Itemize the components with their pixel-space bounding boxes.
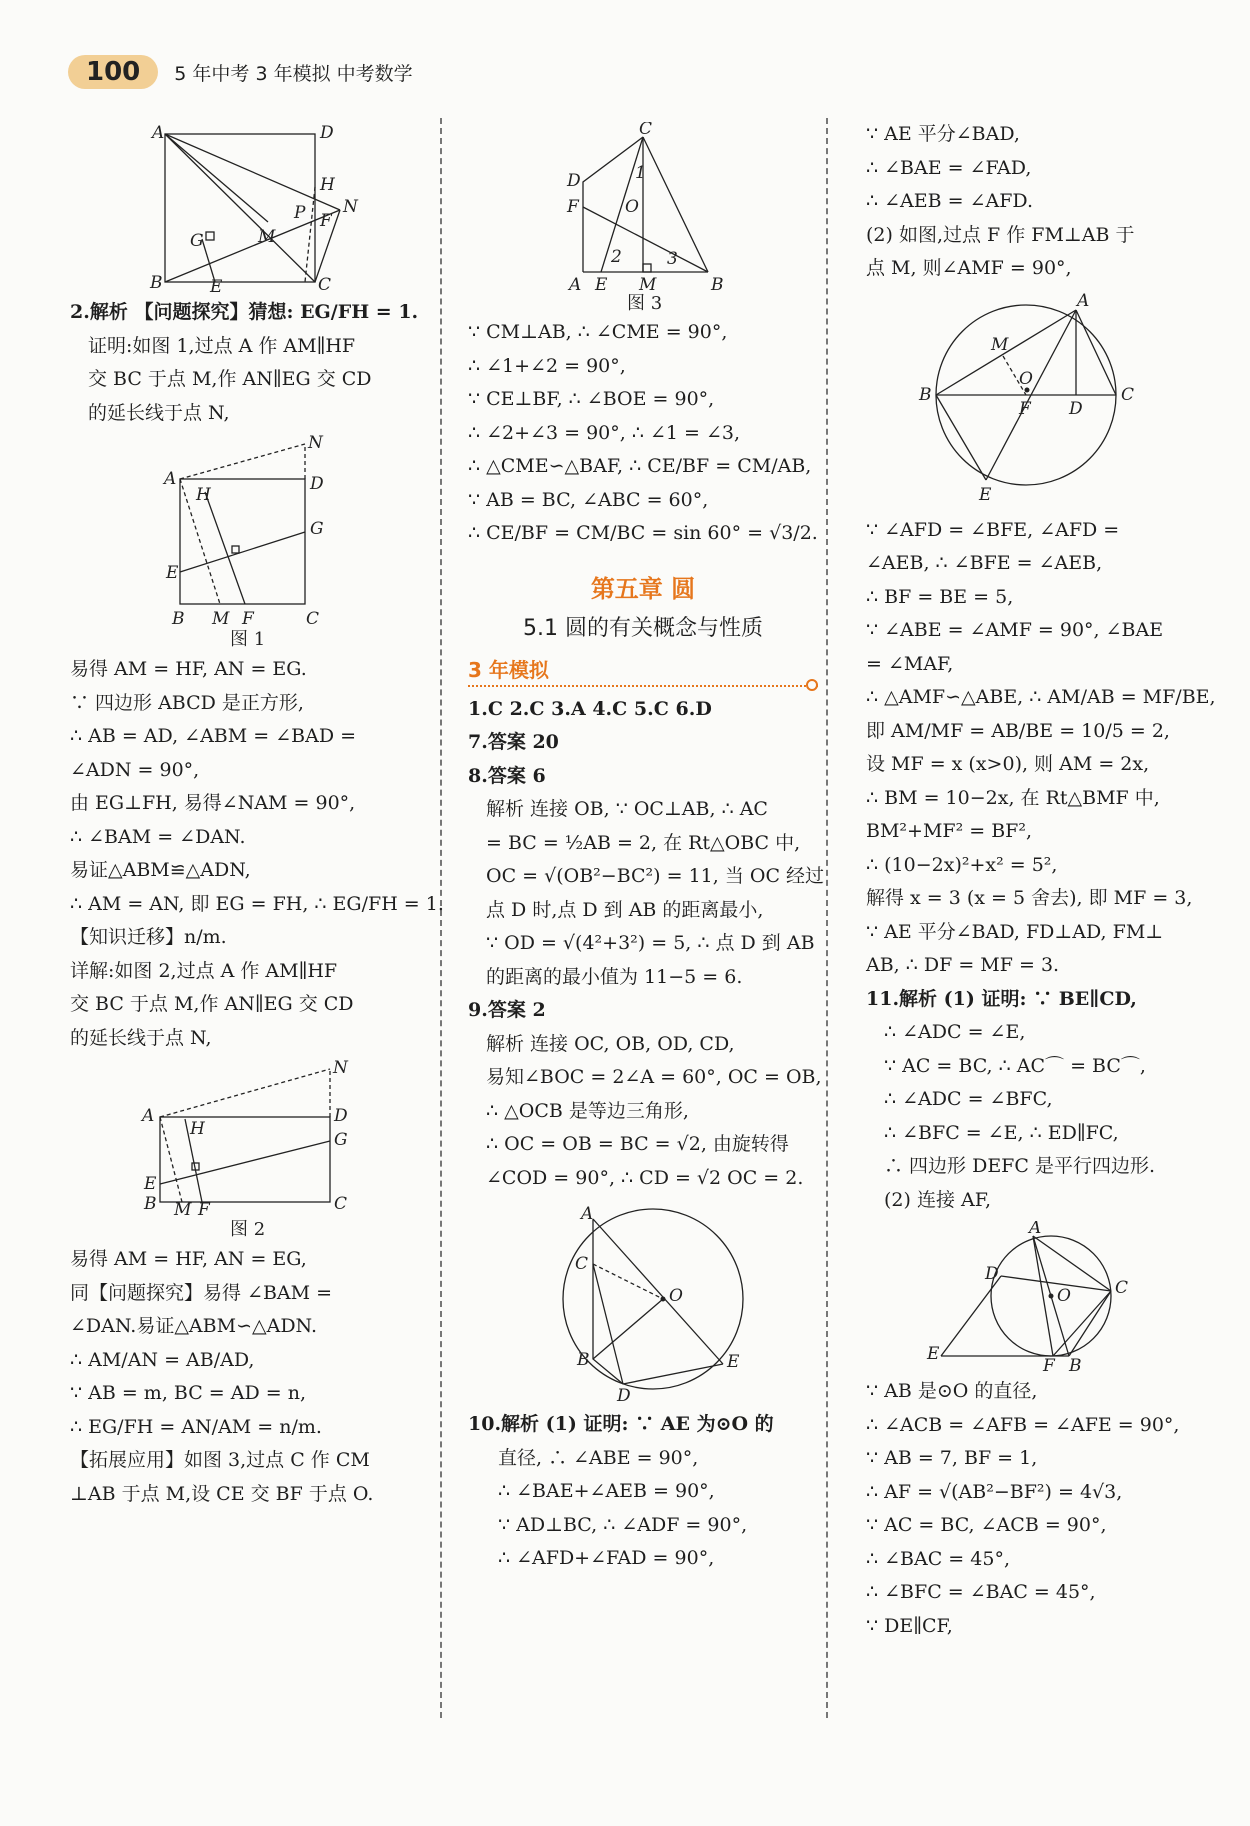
text-line: 11.解析 (1) 证明: ∵ BE∥CD, — [866, 987, 1137, 1010]
text-line: 易证△ABM≌△ADN, — [70, 859, 251, 881]
fig-label: M — [639, 275, 657, 295]
text-line: ∴ ∠BAE = ∠FAD, — [866, 156, 1032, 179]
text-line: ∵ OD = √(4²+3²) = 5, ∴ 点 D 到 AB — [486, 932, 815, 954]
column-divider — [826, 118, 828, 1718]
fig-label: H — [320, 175, 335, 195]
fig-label: F — [242, 609, 254, 629]
text-line: 即 AM/MF = AB/BE = 10/5 = 2, — [866, 719, 1170, 742]
text-line: ∴ BF = BE = 5, — [866, 585, 1014, 608]
text-line: ∴ 四边形 DEFC 是平行四边形. — [884, 1155, 1155, 1177]
text-line: ∵ AC = BC, ∠ACB = 90°, — [866, 1514, 1107, 1536]
text-line: 直径, ∴ ∠ABE = 90°, — [498, 1446, 699, 1469]
figure-1 — [150, 434, 350, 649]
figure-caption: 图 3 — [627, 293, 663, 312]
fig-label: D — [310, 474, 324, 494]
page-number: 100 — [68, 55, 158, 89]
fig-label: F — [567, 197, 579, 217]
text-line: ∴ ∠ADC = ∠E, — [884, 1021, 1026, 1043]
text-line: AB, ∴ DF = MF = 3. — [866, 954, 1060, 976]
fig-label: N — [343, 197, 358, 217]
text-line: 解析 连接 OB, ∵ OC⊥AB, ∴ AC — [486, 798, 768, 820]
text-line: 证明:如图 1,过点 A 作 AM∥HF — [88, 334, 356, 357]
fig-label: A — [1029, 1221, 1042, 1238]
column-divider — [440, 118, 442, 1718]
fig-label: E — [979, 484, 992, 505]
text-line: 易得 AM = HF, AN = EG, — [70, 1248, 307, 1270]
text-line: 的延长线于点 N, — [88, 401, 230, 424]
fig-label: E — [927, 1344, 940, 1364]
text-line: ∵ AB = BC, ∠ABC = 60°, — [468, 488, 709, 511]
fig-label: A — [1077, 290, 1090, 311]
text-line: ∠COD = 90°, ∴ CD = √2 OC = 2. — [486, 1166, 804, 1189]
chapter-title: 第五章 圆 — [590, 574, 696, 603]
fig-label: B — [1069, 1356, 1082, 1371]
text-line: (2) 连接 AF, — [884, 1188, 991, 1211]
text-line: (2) 如图,过点 F 作 FM⊥AB 于 — [866, 223, 1135, 246]
fig-label: M — [258, 227, 276, 247]
text-line: ∠DAN.易证△ABM∽△ADN. — [70, 1315, 318, 1337]
text-line: ∴ ∠AEB = ∠AFD. — [866, 190, 1034, 212]
fig-label: O — [1019, 368, 1033, 389]
fig-label: N — [333, 1059, 348, 1078]
text-line: ∴ △OCB 是等边三角形, — [486, 1099, 689, 1122]
figure-2 — [130, 1059, 370, 1239]
fig-label: M — [991, 334, 1009, 355]
text-line: ∴ ∠2+∠3 = 90°, ∴ ∠1 = ∠3, — [468, 421, 741, 444]
fig-label: B — [144, 1194, 157, 1214]
fig-label: E — [210, 277, 223, 292]
fig-label: E — [166, 563, 179, 583]
text-line: 【知识迁移】n/m. — [70, 926, 227, 948]
fig-label: O — [669, 1286, 683, 1306]
text-line: ∵ AC = BC, ∴ AC⌒ = BC⌒, — [884, 1054, 1146, 1077]
mock-heading: 3 年模拟 — [468, 655, 818, 687]
fig-label: E — [727, 1352, 740, 1372]
fig-label: D — [334, 1106, 348, 1126]
text-line: = BC = ½AB = 2, 在 Rt△OBC 中, — [486, 831, 801, 854]
text-line: ∴ ∠BAE+∠AEB = 90°, — [498, 1480, 715, 1502]
fig-label: D — [617, 1386, 631, 1404]
text-line: BM²+MF² = BF², — [866, 820, 1033, 842]
figure-3 — [543, 122, 743, 312]
fig-label: C — [1121, 384, 1135, 405]
fig-label: G — [310, 519, 324, 539]
text-line: ∴ EG/FH = AN/AM = n/m. — [70, 1415, 322, 1438]
fig-label: P — [294, 203, 306, 223]
fig-label: B — [150, 273, 163, 292]
fig-label: F — [1043, 1356, 1055, 1371]
choice-answers: 1.C 2.C 3.A 4.C 5.C 6.D — [468, 697, 712, 720]
fig-label: C — [306, 609, 320, 629]
fig-label: G — [190, 231, 204, 251]
fig-label: D — [1069, 398, 1083, 419]
fig-label: C — [318, 275, 332, 292]
figure-circle-q11 — [921, 1221, 1141, 1371]
text-line: ∵ AB 是⊙O 的直径, — [866, 1380, 1038, 1402]
fig-label: O — [1057, 1286, 1071, 1306]
text-line: ∵ DE∥CF, — [866, 1614, 953, 1637]
figure-caption: 图 2 — [230, 1219, 266, 1239]
fig-label: B — [711, 275, 724, 295]
text-line: ∴ △CME∽△BAF, ∴ CE/BF = CM/AB, — [468, 455, 812, 477]
text-line: ∠ADN = 90°, — [70, 758, 200, 781]
text-line: 易得 AM = HF, AN = EG. — [70, 658, 307, 680]
fig-label: C — [575, 1254, 589, 1274]
text-line: ∴ OC = OB = BC = √2, 由旋转得 — [486, 1133, 789, 1155]
text-line: ∠AEB, ∴ ∠BFE = ∠AEB, — [866, 552, 1103, 574]
text-line: ∴ ∠AFD+∠FAD = 90°, — [498, 1547, 715, 1569]
text-line: ∴ △AMF∽△ABE, ∴ AM/AB = MF/BE, — [866, 686, 1216, 708]
text-line: ∴ AF = √(AB²−BF²) = 4√3, — [866, 1480, 1123, 1503]
text-line: 由 EG⊥FH, 易得∠NAM = 90°, — [70, 792, 356, 814]
text-line: 8.答案 6 — [468, 764, 546, 787]
fig-label: C — [1115, 1278, 1129, 1298]
text-line: 易知∠BOC = 2∠A = 60°, OC = OB, — [486, 1066, 822, 1088]
fig-label: O — [625, 197, 639, 217]
text-line: ∴ BM = 10−2x, 在 Rt△BMF 中, — [866, 786, 1160, 809]
fig-label: C — [334, 1194, 348, 1214]
text-line: 同【问题探究】易得 ∠BAM = — [70, 1281, 333, 1304]
text-line: ∵ AB = m, BC = AD = n, — [70, 1382, 306, 1404]
fig-label: H — [190, 1119, 205, 1139]
text-line: ∴ ∠BFC = ∠E, ∴ ED∥FC, — [884, 1121, 1119, 1144]
section-title: 5.1 圆的有关概念与性质 — [523, 615, 763, 641]
text-line: 解析 连接 OC, OB, OD, CD, — [486, 1032, 735, 1055]
text-line: ∴ ∠BAC = 45°, — [866, 1547, 1010, 1570]
text-line: 的延长线于点 N, — [70, 1026, 212, 1049]
text-line: ∵ CM⊥AB, ∴ ∠CME = 90°, — [468, 321, 728, 343]
text-line: ∴ ∠BFC = ∠BAC = 45°, — [866, 1581, 1096, 1603]
fig-label: A — [152, 123, 165, 143]
column-right — [866, 118, 1216, 1643]
figure-square-top — [130, 122, 370, 292]
fig-label: F — [320, 211, 332, 231]
text-line: ∵ AD⊥BC, ∴ ∠ADF = 90°, — [498, 1513, 748, 1536]
fig-label: N — [308, 434, 323, 453]
text-line: ∴ AB = AD, ∠ABM = ∠BAD = — [70, 725, 357, 747]
fig-label: C — [639, 122, 653, 139]
fig-label: 1 — [635, 163, 646, 183]
text-line: ∴ AM/AN = AB/AD, — [70, 1348, 255, 1371]
text-line: ∴ ∠ACB = ∠AFB = ∠AFE = 90°, — [866, 1413, 1180, 1436]
fig-label: G — [334, 1130, 348, 1150]
fig-label: 3 — [667, 249, 678, 269]
fig-label: A — [581, 1204, 594, 1224]
text-line: 详解:如图 2,过点 A 作 AM∥HF — [70, 959, 338, 982]
text-line: 10.解析 (1) 证明: ∵ AE 为⊙O 的 — [468, 1413, 774, 1435]
text-line: ∴ ∠ADC = ∠BFC, — [884, 1088, 1053, 1110]
fig-label: D — [320, 123, 334, 143]
fig-label: A — [164, 469, 177, 489]
text-line: 设 MF = x (x>0), 则 AM = 2x, — [866, 753, 1150, 775]
text-line: 7.答案 20 — [468, 731, 559, 753]
text-line: OC = √(OB²−BC²) = 11, 当 OC 经过 — [486, 865, 825, 887]
text-line: ∴ ∠BAM = ∠DAN. — [70, 825, 246, 848]
text-line: ∵ CE⊥BF, ∴ ∠BOE = 90°, — [468, 388, 715, 410]
text-line: ∴ ∠1+∠2 = 90°, — [468, 354, 626, 377]
fig-label: B — [577, 1350, 590, 1370]
text-line: 交 BC 于点 M,作 AN∥EG 交 CD — [70, 993, 354, 1015]
text-line: ∴ CE/BF = CM/BC = sin 60° = √3/2. — [468, 522, 818, 544]
text-line: 2.解析 【问题探究】猜想: EG/FH = 1. — [70, 301, 419, 323]
text-line: 的距离的最小值为 11−5 = 6. — [486, 965, 743, 988]
text-line: ∵ ∠ABE = ∠AMF = 90°, ∠BAE — [866, 619, 1164, 641]
fig-label: E — [144, 1174, 157, 1194]
fig-label: F — [198, 1200, 210, 1220]
text-line: 解得 x = 3 (x = 5 舍去), 即 MF = 3, — [866, 887, 1193, 909]
column-middle — [468, 118, 825, 1576]
fig-label: F — [1019, 398, 1031, 419]
text-line: ∴ (10−2x)²+x² = 5², — [866, 853, 1058, 876]
text-line: 交 BC 于点 M,作 AN∥EG 交 CD — [88, 368, 372, 390]
text-line: 9.答案 2 — [468, 999, 546, 1021]
text-line: ∵ AB = 7, BF = 1, — [866, 1447, 1038, 1469]
page-header — [68, 50, 413, 94]
fig-label: B — [919, 384, 932, 405]
book-title: 5 年中考 3 年模拟 中考数学 — [174, 62, 413, 85]
text-line: ∵ AE 平分∠BAD, FD⊥AD, FM⊥ — [866, 920, 1164, 943]
text-line: ∵ ∠AFD = ∠BFE, ∠AFD = — [866, 518, 1120, 541]
text-line: ∵ 四边形 ABCD 是正方形, — [70, 691, 304, 714]
text-line: ∵ AE 平分∠BAD, — [866, 123, 1020, 145]
fig-label: D — [985, 1264, 999, 1284]
fig-label: M — [212, 609, 230, 629]
text-line: 【拓展应用】如图 3,过点 C 作 CM — [70, 1449, 370, 1471]
text-line: = ∠MAF, — [866, 652, 954, 675]
fig-label: D — [567, 171, 581, 191]
fig-label: 2 — [611, 247, 622, 267]
figure-circle-q9 — [533, 1199, 753, 1404]
fig-label: A — [569, 275, 582, 295]
fig-label: A — [142, 1106, 155, 1126]
text-line: ∴ AM = AN, 即 EG = FH, ∴ EG/FH = 1. — [70, 892, 444, 915]
text-line: ⊥AB 于点 M,设 CE 交 BF 于点 O. — [70, 1482, 374, 1505]
text-line: 点 M, 则∠AMF = 90°, — [866, 257, 1072, 279]
column-left — [70, 118, 444, 1511]
text-line: 点 D 时,点 D 到 AB 的距离最小, — [486, 898, 764, 921]
figure-caption: 图 1 — [230, 629, 266, 649]
fig-label: M — [174, 1200, 192, 1220]
fig-label: B — [172, 609, 185, 629]
figure-circle-q10 — [911, 290, 1151, 510]
fig-label: E — [595, 275, 608, 295]
fig-label: H — [196, 485, 211, 505]
